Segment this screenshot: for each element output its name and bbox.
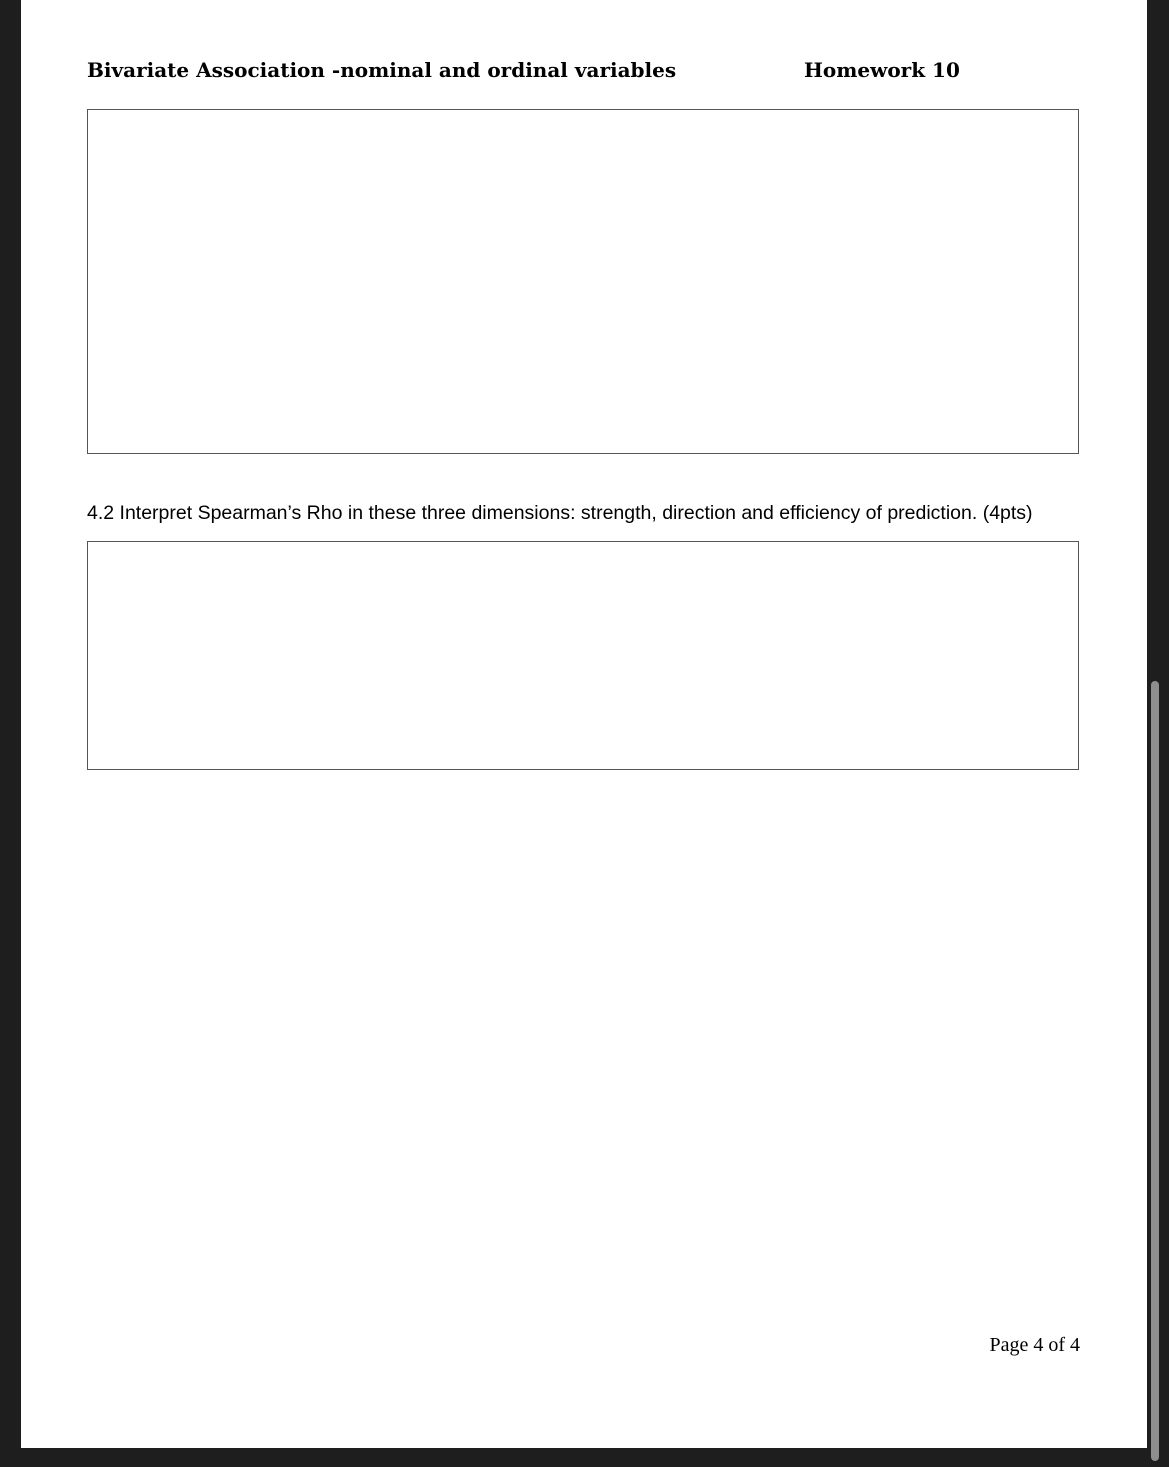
document-page	[21, 0, 1147, 1448]
answer-box-4-2[interactable]	[87, 541, 1079, 770]
question-4-2: 4.2 Interpret Spearman’s Rho in these three dimensions: strength, direction and efficiency of prediction. (4pts)	[87, 502, 1033, 524]
scrollbar-thumb[interactable]	[1151, 681, 1159, 1461]
header-assignment: Homework 10	[804, 58, 960, 82]
answer-box-4-1[interactable]	[87, 109, 1079, 454]
page-footer: Page 4 of 4	[989, 1334, 1080, 1356]
header-title: Bivariate Association -nominal and ordinal variables	[87, 58, 677, 82]
